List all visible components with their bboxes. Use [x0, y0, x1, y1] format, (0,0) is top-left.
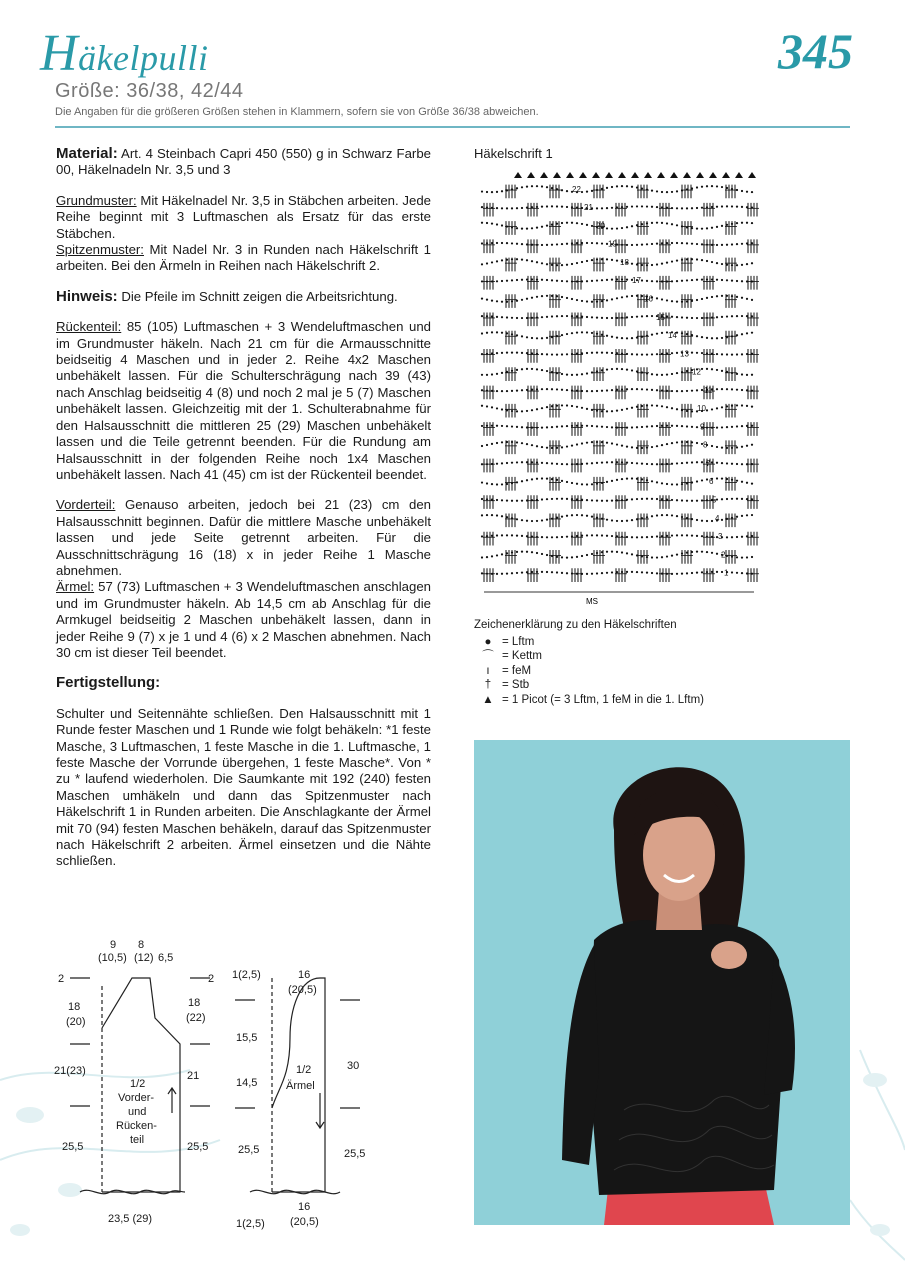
chart-row-number: 22: [572, 184, 581, 194]
aermel-paragraph: [56, 579, 431, 661]
model-photo: [474, 740, 850, 1225]
body-dim-top-9: 9: [110, 939, 117, 951]
hinweis-text: Die Pfeile im Schnitt zeigen die Arbeitsrichtung.: [117, 288, 398, 304]
picot-mark: [592, 172, 600, 178]
chart-row-number: 13: [680, 349, 689, 359]
material-text: Art. 4 Steinbach Capri 450 (550) g in Schwarz Farbe 00, Häkelnadeln Nr. 3,5 und 3: [56, 146, 431, 178]
body-dim-right-25-5: 25,5: [187, 1141, 209, 1153]
picot-mark: [696, 172, 704, 178]
title-rest: äkelpulli: [78, 38, 209, 78]
picot-mark: [735, 172, 743, 178]
spitzenmuster-paragraph: [56, 242, 431, 275]
sleeve-dim-right-30: 30: [347, 1060, 360, 1072]
sleeve-dim-top-16: 16: [298, 969, 311, 981]
size-line: Größe: 36/38, 42/44: [55, 80, 244, 102]
grundmuster-label: Grundmuster:: [56, 192, 137, 208]
chart-row: [481, 294, 753, 308]
chart-row-number: 3: [718, 532, 723, 542]
chart-row: [481, 440, 753, 454]
hinweis-label: Hinweis:: [56, 287, 118, 305]
fertigstellung-paragraph: Schulter und Seitennähte schließen. Den Halsausschnitt mit 1 Runde fester Maschen und 1 Runde wie folgt behäkeln: *1 feste Masche, 3 Luftmaschen, 1 feste Masche in die 1. Luftmasche, 1 feste Masche der Vorrunde übergehen, 1 feste Masche*. Von * zu * laufend wiederholen. Die Saumkante mit 192 (240) festen Maschen umhäkeln und dann das Spitzenmuster nach Häkelschrift 1 in Runden arbeiten. Die Anschlagkante der Ärmel mit 70 (94) festen Maschen behäkeln, darauf das Spitzenmuster nach Häkelschrift 2 arbeiten. Ärmel einsetzen und die Nähte schließen.: [56, 705, 431, 869]
chart-row-number: 11: [704, 385, 713, 395]
sleeve-label-line1: 1/2: [296, 1064, 312, 1076]
chart-row-number: 12: [692, 367, 701, 377]
chart-row: [481, 404, 753, 418]
picot-mark: [566, 172, 574, 178]
body-dim-left-18: 18: [68, 1001, 81, 1013]
body-label-line3: und: [128, 1106, 147, 1118]
chart-row-number: 4: [715, 513, 720, 523]
schematic-diagram: [50, 938, 380, 1238]
legend-items: [474, 635, 704, 708]
legend-symbol: ı: [486, 664, 490, 677]
hinweis-paragraph: [56, 289, 431, 305]
chart-row: [481, 239, 759, 253]
body-dim-top-8: 8: [138, 939, 145, 951]
picot-mark: [748, 172, 756, 178]
chart-row-number: 18: [620, 257, 629, 267]
legend-symbol: ●: [484, 635, 492, 648]
body-dim-left-20: (20): [66, 1016, 86, 1028]
fertigstellung-heading: Fertigstellung:: [56, 674, 161, 692]
sleeve-dim-right-25-5: 25,5: [344, 1148, 366, 1160]
chart-row: [481, 331, 753, 345]
size-note: Die Angaben für die größeren Größen stehen in Klammern, sofern sie von Größe 36/38 abweichen.: [55, 106, 539, 118]
body-dim-right-18: 18: [188, 997, 201, 1009]
sweater: [589, 920, 784, 1195]
legend-text: = feM: [502, 664, 532, 677]
body-dim-left-25-5: 25,5: [62, 1141, 84, 1153]
body-label-line4: Rücken-: [116, 1120, 157, 1132]
sleeve-dim-bottom-20-5: (20,5): [290, 1216, 319, 1228]
grundmuster-paragraph: [56, 193, 431, 242]
body-dim-right-2: 2: [208, 973, 215, 985]
legend-item: [474, 635, 704, 650]
vorderteil-text: Genauso arbeiten, jedoch bei 21 (23) cm den Halsausschnitt beginnen. Dafür die mittlere Masche unbehäkelt lassen und jede Seite getrennt arbeiten. Für die Ausschnittschrägung 16 (18) x in jeder Reihe 1 Masche abnehmen.: [56, 497, 431, 578]
chart-title: Häkelschrift 1: [474, 146, 553, 161]
page-number: 345: [778, 23, 853, 79]
legend-item: [474, 678, 704, 693]
crochet-chart: [474, 162, 774, 607]
chart-legend: [474, 618, 704, 707]
rueckenteil-paragraph: [56, 319, 431, 483]
page-title: [40, 24, 209, 83]
body-label-line1: 1/2: [130, 1078, 146, 1090]
picot-mark: [709, 172, 717, 178]
chart-row-number: 21: [584, 203, 593, 213]
aermel-label: Ärmel:: [56, 579, 95, 595]
picot-mark: [631, 172, 639, 178]
picot-mark: [579, 172, 587, 178]
legend-item: [474, 664, 704, 679]
picot-mark: [540, 172, 548, 178]
grundmuster-text: Mit Häkelnadel Nr. 3,5 in Stäbchen arbeiten. Jede Reihe beginnt mit 3 Luftmaschen als Ersatz für das erste Stäbchen.: [56, 192, 431, 241]
chart-row-number: 16: [644, 294, 653, 304]
picot-mark: [644, 172, 652, 178]
chart-row: [481, 495, 759, 509]
chart-row: [481, 258, 753, 272]
chart-row-number: 19: [608, 239, 617, 249]
sleeve-dim-top-left: 1(2,5): [232, 969, 261, 981]
chart-row-number: 5: [712, 495, 717, 505]
spitzenmuster-label: Spitzenmuster:: [56, 242, 144, 258]
picot-mark: [553, 172, 561, 178]
body-label-line2: Vorder-: [118, 1092, 155, 1104]
legend-text: = Lftm: [502, 635, 535, 648]
sleeve-dim-bottom-16: 16: [298, 1201, 311, 1213]
legend-symbol: ▲: [482, 693, 494, 706]
ms-label: MS: [586, 597, 598, 606]
picot-mark: [605, 172, 613, 178]
sleeve-dim-left-15-5: 15,5: [236, 1032, 258, 1044]
body-dim-bottom: 23,5 (29): [108, 1213, 153, 1225]
legend-text: = Stb: [502, 679, 530, 691]
header-divider: [55, 126, 850, 128]
legend-text: = 1 Picot (= 3 Lftm, 1 feM in die 1. Lftm): [502, 693, 704, 706]
chart-row: [481, 221, 753, 235]
body-dim-top-12: (12): [134, 952, 154, 964]
legend-item: [474, 693, 704, 708]
chart-row: [481, 349, 759, 363]
chart-row-number: 1: [724, 568, 729, 578]
chart-row: [481, 185, 753, 199]
material-paragraph: [56, 146, 431, 179]
vorderteil-label: Vorderteil:: [56, 497, 116, 513]
legend-symbol: †: [484, 679, 492, 691]
sleeve-dim-top-20-5: (20,5): [288, 984, 317, 996]
chart-row-number: 17: [632, 276, 641, 286]
chart-row: [481, 367, 753, 381]
title-initial: H: [40, 25, 79, 82]
chart-row-number: 15: [656, 312, 665, 322]
legend-symbol: ⌒: [482, 650, 494, 662]
picot-mark: [514, 172, 522, 178]
aermel-text: 57 (73) Luftmaschen + 3 Wendeluftmaschen anschlagen und im Grundmuster häkeln. Ab 14,5 cm ab Anschlag für die Armkugel beidseitig 2 Maschen unbehäkelt lassen, dann in jeder Reihe 9 (7) x je 1 und 4 (6) x 2 Maschen abnehmen. Nach 30 cm ist dieser Teil beendet.: [56, 579, 431, 660]
chart-row: [481, 568, 759, 582]
sleeve-label-line2: Ärmel: [286, 1080, 315, 1092]
picot-mark: [722, 172, 730, 178]
chart-row-number: 20: [596, 221, 605, 231]
picot-mark: [657, 172, 665, 178]
chart-row-number: 8: [703, 440, 708, 450]
body-dim-left-21: 21(23): [54, 1065, 86, 1077]
chart-row: [481, 276, 759, 290]
chart-row-number: 7: [706, 458, 711, 468]
chart-row: [481, 422, 759, 436]
chart-row-number: 9: [700, 422, 705, 432]
body-dim-top-6-5: 6,5: [158, 952, 174, 964]
picot-mark: [683, 172, 691, 178]
body-dim-right-21: 21: [187, 1070, 200, 1082]
sleeve-dim-left-14-5: 14,5: [236, 1077, 258, 1089]
body-dim-top-10-5: (10,5): [98, 952, 127, 964]
chart-row-number: 10: [697, 404, 706, 414]
chart-row-number: 6: [709, 477, 714, 487]
picot-mark: [670, 172, 678, 178]
sleeve-dim-left-25-5: 25,5: [238, 1144, 260, 1156]
spitzenmuster-text: Mit Nadel Nr. 3 in Runden nach Häkelschrift 1 arbeiten. Bei den Ärmeln in Reihen nach Häkelschrift 2.: [56, 242, 431, 274]
chart-row: [481, 513, 753, 527]
chart-row-number: 14: [668, 331, 677, 341]
chart-row: [481, 550, 753, 564]
rueckenteil-text: 85 (105) Luftmaschen + 3 Wendeluftmaschen und im Grundmuster häkeln. Nach 21 cm für die Armausschnitte beidseitig 4 Maschen und in jeder 2. Reihe 4x2 Maschen unbehäkelt lassen. Für die Schulterschrägung nach 39 (43) nach Anschlag beidseitig 4 (8) und noch 2 mal je 5 (7) Maschen unbehäkelt lassen. Gleichzeitig mit der 1. Schulterabnahme für den Halsausschnitt die mittleren 25 (29) Maschen unbehäkelt lassen und die Teile getrennt beenden. Für die Rundung am Halsausschnitt in der folgenden Reihe noch 1x4 Maschen unbehäkelt lassen. Nach 41 (45) cm ist der Rückenteil beendet.: [56, 319, 431, 482]
legend-title: Zeichenerklärung zu den Häkelschriften: [474, 619, 677, 631]
material-label: Material:: [56, 145, 118, 162]
picot-mark: [527, 172, 535, 178]
chart-row: [481, 203, 759, 217]
legend-text: = Kettm: [502, 650, 542, 662]
instructions-column: [56, 146, 431, 884]
chart-row: [481, 459, 759, 473]
body-dim-left-2: 2: [58, 973, 65, 985]
chart-row: [481, 386, 759, 400]
rueckenteil-label: Rückenteil:: [56, 319, 122, 335]
chart-row: [481, 312, 759, 326]
vorderteil-paragraph: [56, 497, 431, 579]
legend-item: [474, 649, 704, 664]
chart-row-number: 2: [721, 550, 726, 560]
sleeve-dim-bottom-left: 1(2,5): [236, 1218, 265, 1230]
body-label-line5: teil: [130, 1134, 145, 1146]
body-dim-right-22: (22): [186, 1012, 206, 1024]
picot-mark: [618, 172, 626, 178]
